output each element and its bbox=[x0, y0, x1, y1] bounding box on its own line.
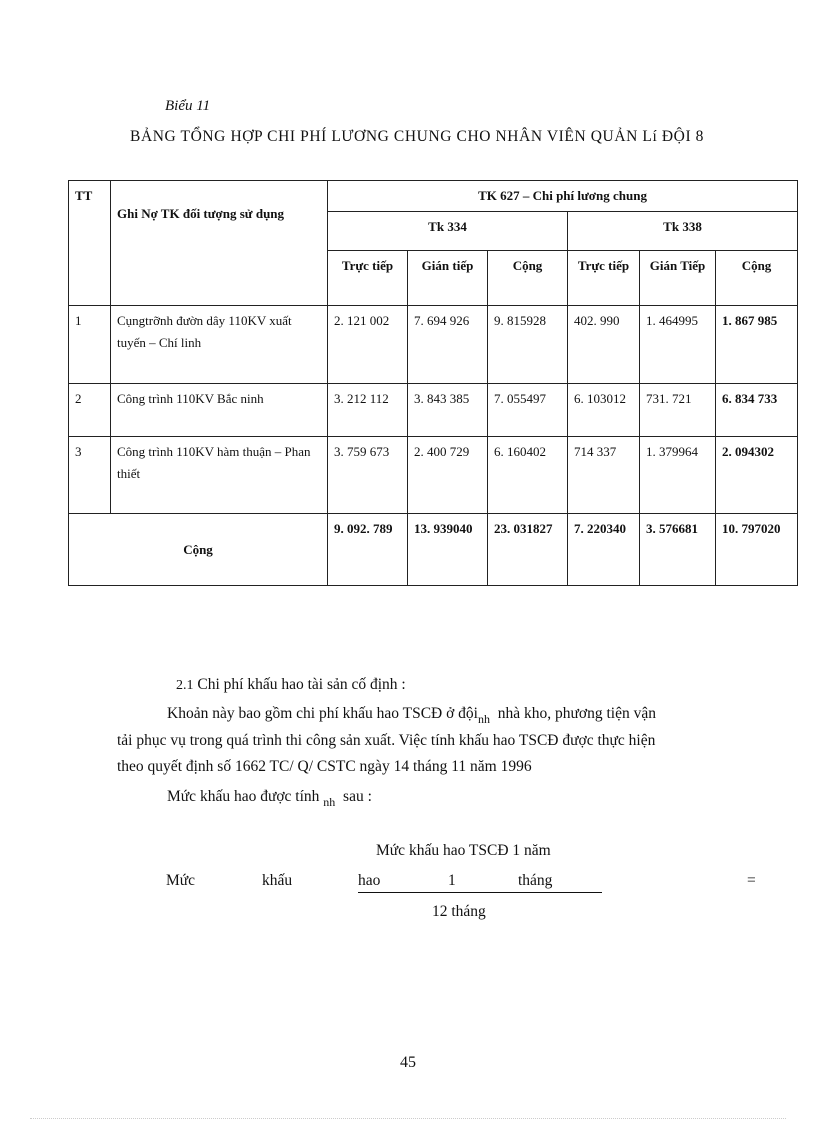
table-total-row bbox=[69, 514, 798, 586]
paragraph-text: nhà kho, phương tiện vận bbox=[497, 705, 656, 722]
row-total-cell: 1. 867 985 bbox=[716, 306, 798, 384]
row-tt: 3 bbox=[69, 437, 111, 514]
paragraph-line: theo quyết định số 1662 TC/ Q/ CSTC ngày 14 tháng 11 năm 1996 bbox=[117, 758, 532, 775]
table-caption: Biểu 11 bbox=[165, 98, 211, 114]
header-tk338: Tk 338 bbox=[568, 212, 798, 251]
row-cell: 9. 815928 bbox=[488, 306, 568, 384]
header-cong-338: Cộng bbox=[716, 251, 798, 306]
formula-denominator: 12 tháng bbox=[432, 903, 486, 920]
salary-summary-table bbox=[68, 180, 798, 586]
section-title: Chi phí khấu hao tài sản cố định : bbox=[197, 676, 406, 693]
subscript-text: nh bbox=[323, 795, 336, 809]
row-name: Cụngtrỡnh đườn dây 110KV xuất tuyến – Chí linh bbox=[111, 306, 328, 384]
header-cong-334: Cộng bbox=[488, 251, 568, 306]
row-cell: 1. 379964 bbox=[640, 437, 716, 514]
row-tt: 1 bbox=[69, 306, 111, 384]
header-tk627: TK 627 – Chi phí lương chung bbox=[328, 181, 798, 212]
row-cell: 6. 160402 bbox=[488, 437, 568, 514]
page-footer-divider bbox=[30, 1118, 786, 1119]
row-cell: 3. 843 385 bbox=[408, 384, 488, 437]
table-row bbox=[69, 437, 798, 514]
formula-word: Mức bbox=[166, 872, 196, 889]
row-cell: 7. 055497 bbox=[488, 384, 568, 437]
total-cell: 23. 031827 bbox=[488, 514, 568, 586]
total-cell: 10. 797020 bbox=[716, 514, 798, 586]
table-row bbox=[69, 384, 798, 437]
row-cell: 3. 759 673 bbox=[328, 437, 408, 514]
paragraph-line bbox=[167, 705, 656, 726]
row-tt: 2 bbox=[69, 384, 111, 437]
total-cell: 13. 939040 bbox=[408, 514, 488, 586]
formula-equals: = bbox=[747, 872, 756, 889]
row-name: Công trình 110KV Bắc ninh bbox=[111, 384, 328, 437]
subscript-text: nh bbox=[477, 712, 490, 726]
row-cell: 714 337 bbox=[568, 437, 640, 514]
table-heading: BẢNG TỔNG HỢP CHI PHÍ LƯƠNG CHUNG CHO NHÂN VIÊN QUẢN Lí ĐỘI 8 bbox=[130, 128, 705, 145]
row-total-cell: 6. 834 733 bbox=[716, 384, 798, 437]
table-row bbox=[69, 306, 798, 384]
formula-numerator: Mức khấu hao TSCĐ 1 năm bbox=[376, 842, 551, 859]
paragraph-line bbox=[167, 788, 372, 809]
header-gian-tiep-334: Gián tiếp bbox=[408, 251, 488, 306]
section-number: 2.1 bbox=[176, 678, 194, 693]
paragraph-text: Mức khấu hao được tính bbox=[167, 788, 320, 805]
paragraph-line: tải phục vụ trong quá trình thi công sản xuất. Việc tính khấu hao TSCĐ được thực hiện bbox=[117, 732, 656, 749]
header-gian-tiep-338: Gián Tiếp bbox=[640, 251, 716, 306]
row-cell: 6. 103012 bbox=[568, 384, 640, 437]
formula-word: tháng bbox=[518, 872, 553, 889]
total-cell: 3. 576681 bbox=[640, 514, 716, 586]
total-cell: 7. 220340 bbox=[568, 514, 640, 586]
total-label: Cộng bbox=[69, 514, 328, 586]
row-cell: 731. 721 bbox=[640, 384, 716, 437]
row-cell: 1. 464995 bbox=[640, 306, 716, 384]
formula-word: hao bbox=[358, 872, 381, 889]
formula-word: 1 bbox=[448, 872, 456, 889]
row-total-cell: 2. 094302 bbox=[716, 437, 798, 514]
formula-word: khấu bbox=[262, 872, 293, 889]
paragraph-text: sau : bbox=[343, 788, 372, 805]
row-cell: 7. 694 926 bbox=[408, 306, 488, 384]
row-name: Công trình 110KV hàm thuận – Phan thiết bbox=[111, 437, 328, 514]
section-heading bbox=[176, 676, 406, 694]
page-number: 45 bbox=[400, 1054, 416, 1071]
header-truc-tiep-334: Trực tiếp bbox=[328, 251, 408, 306]
header-ghi-no: Ghi Nợ TK đối tượng sử dụng bbox=[111, 181, 328, 306]
row-cell: 2. 400 729 bbox=[408, 437, 488, 514]
formula-fraction-line bbox=[358, 872, 602, 893]
header-tk334: Tk 334 bbox=[328, 212, 568, 251]
header-tt: TT bbox=[69, 181, 111, 306]
row-cell: 3. 212 112 bbox=[328, 384, 408, 437]
paragraph-text: Khoản này bao gồm chi phí khấu hao TSCĐ ở đội bbox=[167, 705, 478, 722]
row-cell: 2. 121 002 bbox=[328, 306, 408, 384]
row-cell: 402. 990 bbox=[568, 306, 640, 384]
total-cell: 9. 092. 789 bbox=[328, 514, 408, 586]
header-truc-tiep-338: Trực tiếp bbox=[568, 251, 640, 306]
